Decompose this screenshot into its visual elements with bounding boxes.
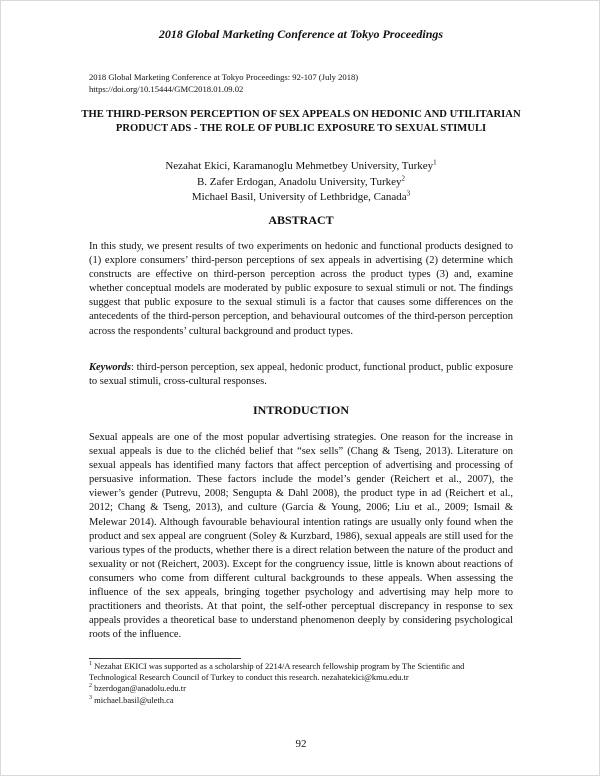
introduction-text: Sexual appeals are one of the most popular advertising strategies. One reason for the increase in sexual appeals is due to the clichéd belief that “sex sells” (Chang & Tseng, 2013). Literature on sexual appeals has identified many factors that affect perception of advertising and processing of persuasive information. These factors include the model’s gender (Reichert et al., 2007), the viewer’s gender (Putrevu, 2008; Sengupta & Dahl 2008), the product type in ad (Reichert et al., 2012; Chang & Tseng, 2013), and culture (Garcia & Young, 2006; Liu et al., 2009; Ismail & Melewar 2014). Although favourable behavioural intention ratings are usually only found when the product and sex appeal are congruent (Soley & Kurzbard, 1986), sexual appeals are still used for the various types of the products, whether there is a direct relation between the nature of the product and sexuality or not (Reichert, 2003). Except for the congruency issue, little is known about reactions of consumers who come from different cultural backgrounds to these appeals. When assessing the influence of the sex appeals, bringing together psychology and advertising may help more to practitioners and theorists. At that point, the self-other perceptual discrepancy in response to sex appeals provides a theoretical base to understand phenomenon deeply by considering psychological roots of the influence. — [89, 432, 513, 641]
paper-title: THE THIRD-PERSON PERCEPTION OF SEX APPEALS ON HEDONIC AND UTILITARIAN PRODUCT ADS - THE ROLE OF PUBLIC EXPOSURE TO SEXUAL STIMULI — [81, 109, 521, 134]
footnote-divider — [89, 658, 241, 659]
footnotes — [89, 661, 513, 706]
footnote-marker: 2 — [89, 683, 92, 690]
page-number: 92 — [295, 738, 307, 750]
footnote-marker: 3 — [406, 189, 411, 198]
author-line — [81, 190, 521, 206]
running-head: 2018 Global Marketing Conference at Tokyo Proceedings — [158, 27, 444, 41]
keywords-label: Keywords — [89, 362, 131, 373]
introduction-heading: INTRODUCTION — [252, 403, 349, 417]
citation-line: 2018 Global Marketing Conference at Tokyo Proceedings: 92-107 (July 2018) — [89, 72, 359, 82]
doi-link[interactable]: https://doi.org/10.15444/GMC2018.01.09.02 — [89, 84, 244, 94]
abstract-heading: ABSTRACT — [268, 213, 334, 227]
footnote — [89, 661, 513, 683]
footnote — [89, 683, 513, 694]
author-list — [81, 159, 521, 206]
footnote-marker: 1 — [433, 158, 437, 167]
footnote-email-link[interactable]: michael.basil@uleth.ca — [94, 694, 174, 705]
author-affiliation: Michael Basil, University of Lethbridge, Canada — [191, 191, 407, 203]
keywords-paragraph — [89, 361, 513, 389]
footnote-email-link[interactable]: bzerdogan@anadolu.edu.tr — [94, 683, 186, 694]
author-affiliation: Nezahat Ekici, Karamanoglu Mehmetbey University, Turkey — [165, 160, 434, 172]
author-affiliation: B. Zafer Erdogan, Anadolu University, Turkey — [196, 175, 402, 188]
footnote-marker: 2 — [401, 173, 406, 182]
keywords-text: : third-person perception, sex appeal, hedonic product, functional product, public exposure to sexual stimuli, cross-cultural responses. — [89, 362, 513, 388]
footnote — [89, 695, 513, 706]
footnote-text: Nezahat EKICI was supported as a scholarship of 2214/A research fellowship program by The Scientific and Technological Research Council of Turkey to conduct this research. nezahatekici@kmu.edu.tr — [89, 661, 465, 683]
footnote-marker: 3 — [89, 694, 92, 701]
author-line — [81, 159, 521, 175]
abstract-text: In this study, we present results of two experiments on hedonic and functional products designed to (1) explore consumers’ third-person perceptions of sex appeals in advertising (2) determine which constructs are effective on third-person perception across the product types (3) and, examine whether conceptual models are moderated by public exposure to sexual stimuli or not. The findings suggest that public exposure to the sexual stimuli is a factor that causes some differences on the antecedents of the third-person perception, and behavioural outcomes of the third-person perception across the respondents’ cultural background and product types. — [89, 241, 513, 337]
author-line — [81, 175, 521, 191]
citation-block — [89, 71, 519, 95]
footnote-marker: 1 — [89, 661, 92, 668]
